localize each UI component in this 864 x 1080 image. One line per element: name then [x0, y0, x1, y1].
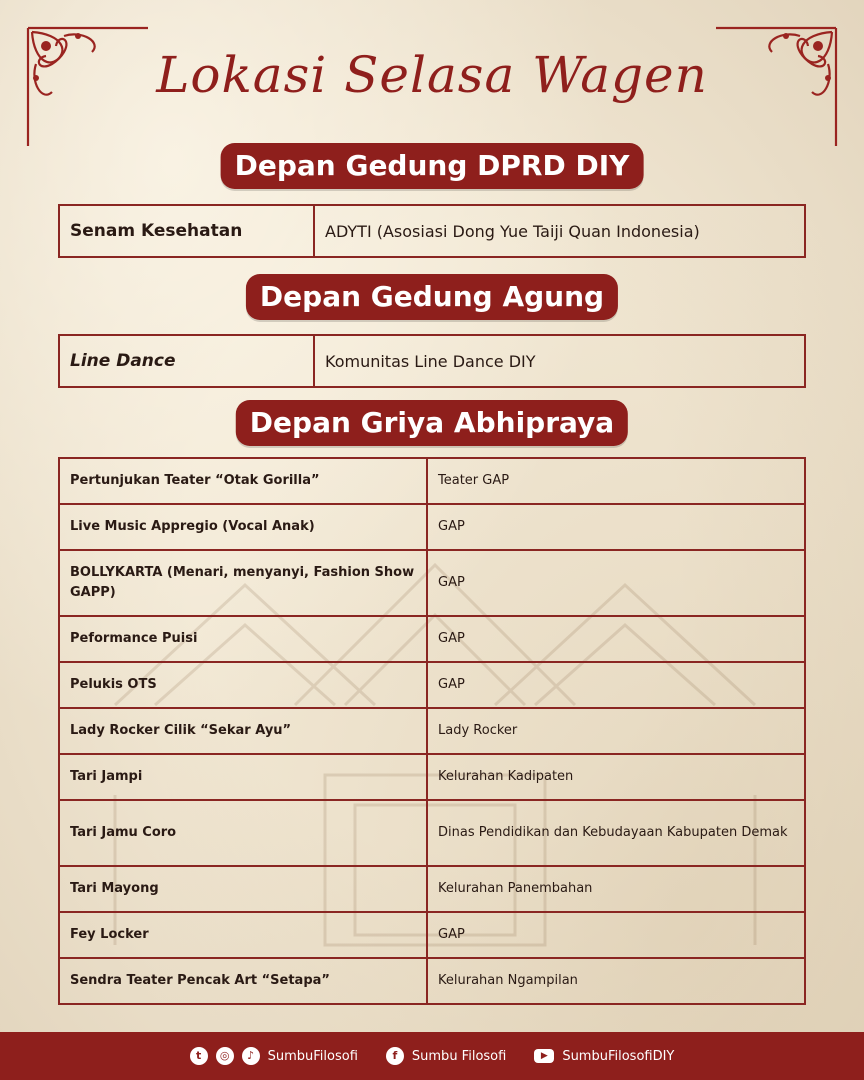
activity-cell: Pelukis OTS — [59, 662, 427, 708]
performer-cell: Kelurahan Kadipaten — [427, 754, 805, 800]
table-row — [59, 958, 805, 1004]
table-gedung-agung — [58, 334, 806, 388]
table-row — [59, 458, 805, 504]
activity-cell: Peformance Puisi — [59, 616, 427, 662]
instagram-icon[interactable]: ◎ — [216, 1047, 234, 1065]
performer-cell: Kelurahan Ngampilan — [427, 958, 805, 1004]
social-handle-1[interactable]: SumbuFilosofi — [267, 1048, 358, 1064]
twitter-icon[interactable]: t — [190, 1047, 208, 1065]
performer-cell: Dinas Pendidikan dan Kebudayaan Kabupaten Demak — [427, 800, 805, 866]
performer-cell: Komunitas Line Dance DIY — [314, 335, 805, 387]
table-dprd — [58, 204, 806, 258]
activity-cell: Tari Jamu Coro — [59, 800, 427, 866]
performer-cell: Teater GAP — [427, 458, 805, 504]
tiktok-icon[interactable]: ♪ — [242, 1047, 260, 1065]
section-heading-griya-abhipraya: Depan Griya Abhipraya — [236, 400, 628, 446]
activity-cell: Tari Jampi — [59, 754, 427, 800]
table-row — [59, 800, 805, 866]
performer-cell: Lady Rocker — [427, 708, 805, 754]
table-griya-abhipraya — [58, 457, 806, 1005]
performer-cell: GAP — [427, 912, 805, 958]
facebook-icon[interactable]: f — [386, 1047, 404, 1065]
section-heading-dprd: Depan Gedung DPRD DIY — [221, 143, 644, 189]
footer-bar — [0, 1032, 864, 1080]
table-row — [59, 205, 805, 257]
table-row — [59, 335, 805, 387]
activity-cell: Fey Locker — [59, 912, 427, 958]
table-row — [59, 616, 805, 662]
activity-cell: BOLLYKARTA (Menari, menyanyi, Fashion Show GAPP) — [59, 550, 427, 616]
performer-cell: GAP — [427, 662, 805, 708]
performer-cell: GAP — [427, 616, 805, 662]
activity-cell: Lady Rocker Cilik “Sekar Ayu” — [59, 708, 427, 754]
social-handle-2[interactable]: Sumbu Filosofi — [411, 1048, 507, 1064]
table-row — [59, 708, 805, 754]
table-row — [59, 550, 805, 616]
page-title: Lokasi Selasa Wagen — [156, 46, 708, 104]
activity-cell: Tari Mayong — [59, 866, 427, 912]
activity-cell: Line Dance — [59, 335, 314, 387]
table-row — [59, 754, 805, 800]
section-heading-gedung-agung: Depan Gedung Agung — [246, 274, 618, 320]
table-row — [59, 662, 805, 708]
performer-cell: Kelurahan Panembahan — [427, 866, 805, 912]
table-row — [59, 504, 805, 550]
table-row — [59, 866, 805, 912]
performer-cell: GAP — [427, 550, 805, 616]
performer-cell: GAP — [427, 504, 805, 550]
activity-cell: Senam Kesehatan — [59, 205, 314, 257]
performer-cell: ADYTI (Asosiasi Dong Yue Taiji Quan Indonesia) — [314, 205, 805, 257]
social-handle-3[interactable]: SumbuFilosofiDIY — [562, 1048, 675, 1064]
activity-cell: Live Music Appregio (Vocal Anak) — [59, 504, 427, 550]
table-row — [59, 912, 805, 958]
activity-cell: Sendra Teater Pencak Art “Setapa” — [59, 958, 427, 1004]
activity-cell: Pertunjukan Teater “Otak Gorilla” — [59, 458, 427, 504]
youtube-icon[interactable]: ▶ — [534, 1049, 554, 1063]
